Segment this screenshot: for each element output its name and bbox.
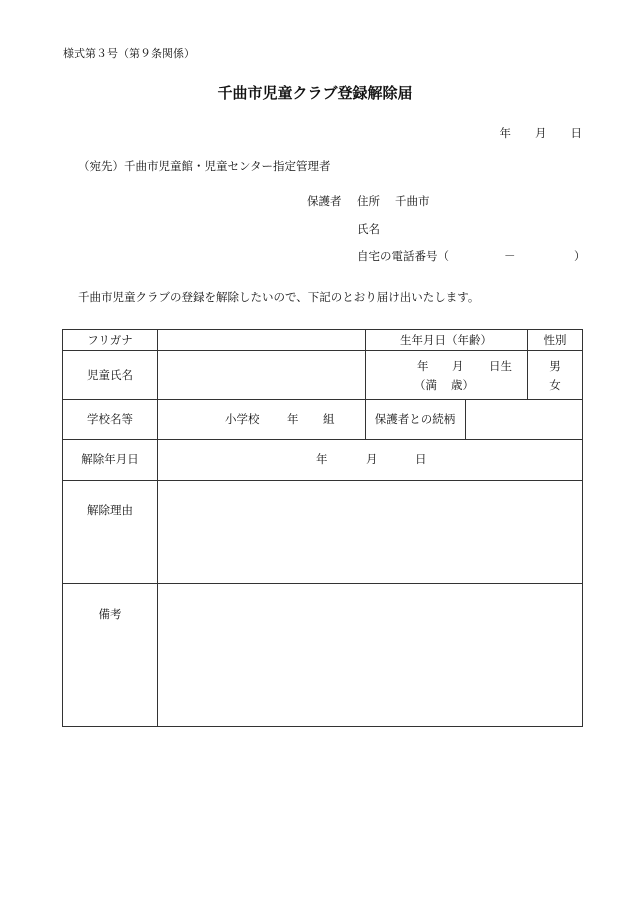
furigana-label: フリガナ <box>87 333 133 347</box>
phone-label: 自宅の電話番号（ <box>357 249 449 263</box>
gender-header: 性別 <box>543 333 567 347</box>
phone-field[interactable] <box>462 246 570 264</box>
child-name-input[interactable] <box>158 351 365 399</box>
birth-year-label: 年 <box>417 359 429 373</box>
birthdate-header: 生年月日（年齢） <box>400 333 492 347</box>
reason-label: 解除理由 <box>87 503 133 517</box>
school-suffix: 小学校 <box>225 412 260 426</box>
gender-male-option[interactable]: 男 <box>549 359 561 373</box>
date-month-label: 月 <box>535 126 547 140</box>
addressee: （宛先）千曲市児童館・児童センター指定管理者 <box>78 159 331 173</box>
form-table <box>62 329 583 727</box>
relationship-input[interactable] <box>466 400 582 439</box>
cancel-date-label: 解除年月日 <box>81 452 139 466</box>
cancel-year-label: 年 <box>316 452 328 466</box>
age-prefix: （満 <box>414 378 437 392</box>
phone-dash: － <box>504 249 516 263</box>
remarks-input[interactable] <box>158 584 582 726</box>
name-label: 氏名 <box>357 222 380 236</box>
row-divider <box>63 439 582 440</box>
remarks-label: 備考 <box>98 607 122 621</box>
form-number: 様式第３号（第９条関係） <box>63 47 195 60</box>
gender-female-option[interactable]: 女 <box>549 378 561 392</box>
furigana-input[interactable] <box>158 330 365 350</box>
cancel-month-label: 月 <box>366 452 378 466</box>
address-field[interactable]: 千曲市 <box>395 194 430 208</box>
column-divider <box>365 330 366 399</box>
age-suffix: 歳） <box>451 378 474 392</box>
cancel-day-label: 日 <box>415 452 427 466</box>
reason-input[interactable] <box>158 481 582 583</box>
statement: 千曲市児童クラブの登録を解除したいので、下記のとおり届け出いたします。 <box>78 290 480 304</box>
date-year-label: 年 <box>499 126 511 140</box>
grade-label: 年 <box>287 412 299 426</box>
relationship-label: 保護者との続柄 <box>374 412 456 426</box>
date-day-label: 日 <box>570 126 582 140</box>
page-title: 千曲市児童クラブ登録解除届 <box>217 84 413 102</box>
column-divider <box>365 399 366 439</box>
phone-close: ） <box>574 249 586 263</box>
child-name-label: 児童氏名 <box>87 368 133 382</box>
guardian-label: 保護者 <box>307 194 342 208</box>
name-field[interactable] <box>400 218 580 238</box>
submission-date[interactable] <box>500 128 583 140</box>
birth-day-label: 日生 <box>489 359 512 373</box>
class-label: 組 <box>323 412 335 426</box>
column-divider <box>527 330 528 399</box>
school-label: 学校名等 <box>87 412 133 426</box>
address-label: 住所 <box>357 194 380 208</box>
birth-month-label: 月 <box>452 359 464 373</box>
